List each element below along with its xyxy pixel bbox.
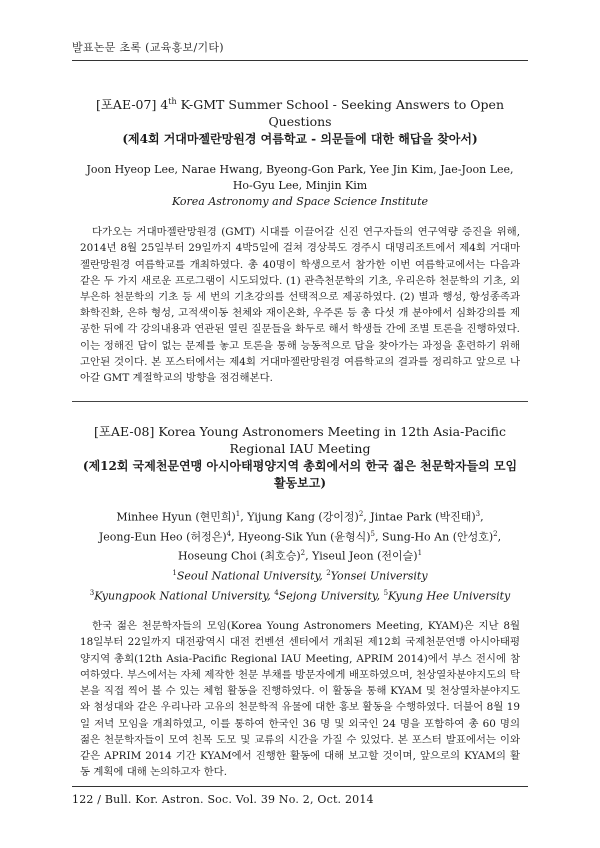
title-text-a: 4	[160, 97, 169, 113]
author-name: Jintae Park (박진태)	[370, 510, 476, 524]
author-line: Hoseung Choi (최호승)$^2$, Yiseul Jeon (전이슬)$^1$	[177, 549, 423, 563]
affil-sup: 4	[274, 588, 279, 597]
affil-sup: 5	[383, 588, 389, 597]
affil-name: Yonsei University	[330, 569, 428, 583]
abstract-divider	[72, 401, 528, 402]
abstract-ae08	[80, 423, 520, 780]
page-footer: 122 / Bull. Kor. Astron. Soc. Vol. 39 No. 2, Oct. 2014	[72, 793, 374, 806]
author-list	[80, 506, 520, 565]
author-sup: 2	[300, 549, 306, 558]
header-divider	[72, 60, 528, 61]
author-name: Minhee Hyun (현민희)	[116, 510, 236, 524]
author-sup: 3	[475, 510, 481, 518]
affil-name: Sejong University	[278, 589, 377, 603]
abstract-body: 한국 젊은 천문학자들의 모임(Korea Young Astronomers Meeting, KYAM)은 지난 8월 18일부터 22일까지 대전광역시 대전 컨벤션 센터에서 개최된 제12회 국제천문연맹 아시아태평양지역 총회(12th Asia-Pacific Regional IAU Meeting, APRIM 2014)에서 부스 전시에 참여하였다. 부스에서는 자체 제작한 천문 부채를 방문자에게 배포하였으며, 천상열차분야지도의 탁본을 직접 찍어 볼 수 있는 체험 활동을 진행하였다. 이 활동을 통해 KYAM 및 천상열차분야지도와 첨성대와 같은 우리나라 고유의 천문학적 유물에 대한 홍보 활동을 수행하였다. 더불어 8월 19일 저녁 모임을 개최하였고, 이를 통하여 한국인 36 명 및 외국인 24 명을 포함하여 총 60 명의 젊은 천문학자들이 모여 친목 도모 및 교류의 시간을 가질 수 있었다. 본 포스터 발표에서는 이와 같은 APRIM 2014 기간 KYAM에서 진행한 활동에 대해 보고할 것이며, 앞으로의 KYAM의 활동 계획에 대해 논의하고자 한다.	[80, 620, 520, 779]
author-name: Sung-Ho An (안성호)	[382, 530, 494, 544]
title-text: Korea Young Astronomers Meeting in 12th Asia-Pacific Regional IAU Meeting	[158, 424, 506, 456]
author-line: Joon Hyeop Lee, Narae Hwang, Byeong-Gon Park, Yee Jin Kim, Jae-Joon Lee,	[86, 163, 514, 177]
title-superscript: th	[168, 97, 177, 106]
author-sup: 5	[370, 529, 375, 538]
affil-name: Kyung Hee University	[388, 589, 511, 603]
author-line: Minhee Hyun (현민희)$^1$, Yijung Kang (강이정)$^2$, Jintae Park (박진태)$^3$,	[116, 510, 484, 524]
abstract-title-en	[80, 93, 520, 130]
abstract-ae07	[80, 93, 520, 386]
abstract-code: [포AE-08]	[94, 424, 155, 439]
title-text-b: K-GMT Summer School - Seeking Answers to Open Questions	[176, 97, 504, 130]
affiliation: Korea Astronomy and Space Science Institute	[171, 195, 428, 209]
abstract-title-en	[80, 423, 520, 457]
author-name: Yiseul Jeon (전이슬)	[312, 549, 418, 563]
author-sup: 1	[417, 549, 423, 558]
footer-divider	[72, 786, 528, 787]
author-name: Jeong-Eun Heo (허정은)	[98, 530, 227, 544]
affil-sup: 2	[326, 568, 331, 577]
affil-sup: 1	[172, 568, 177, 577]
author-name: Hoseung Choi (최호승)	[177, 549, 301, 563]
author-list	[80, 162, 520, 194]
running-head: 발표논문 초록 (교육홍보/기타)	[72, 41, 224, 54]
affiliation: $^3$Kyungpook National University, $^4$Sejong University, $^5$Kyung Hee University	[89, 588, 511, 603]
author-name: Hyeong-Sik Yun (윤형식)	[238, 530, 371, 544]
author-line: Ho-Gyu Lee, Minjin Kim	[232, 179, 368, 193]
author-sup: 4	[226, 529, 232, 538]
affil-name: Kyungpook National University	[94, 589, 268, 603]
affil-name: Seoul National University	[176, 569, 320, 583]
author-name: Yijung Kang (강이정)	[247, 510, 359, 524]
author-sup: 1	[235, 510, 241, 518]
author-sup: 2	[358, 510, 364, 518]
abstract-code: [포AE-07]	[95, 97, 157, 113]
author-sup: 2	[493, 529, 498, 538]
abstract-title-ko: (제12회 국제천문연맹 아시아태평양지역 총회에서의 한국 젊은 천문학자들의 모임 활동보고)	[82, 459, 518, 490]
abstract-title-ko: (제4회 거대마젤란망원경 여름학교 - 의문들에 대한 해답을 찾아서)	[122, 132, 478, 147]
affil-sup: 3	[89, 588, 95, 597]
affiliation: $^1$Seoul National University, $^2$Yonsei University	[172, 568, 428, 583]
abstract-body: 다가오는 거대마젤란망원경 (GMT) 시대를 이끌어갈 신진 연구자들의 연구역량 증진을 위해, 2014년 8월 25일부터 29일까지 4박5일에 걸쳐 경상북도 경주시 대명리조트에서 제4회 거대마젤란망원경 여름학교를 개최하였다. 총 40명이 학생으로서 참가한 이번 여름학교에서는 다음과 같은 두 가지 새로운 프로그램이 시도되었다. (1) 관측천문학의 기초, 우리은하 천문학의 기초, 외부은하 천문학의 기초 등 세 번의 기초강의를 선택적으로 제공하였다. (2) 별과 행성, 항성종족과 화학진화, 은하 형성, 고적색이동 천체와 재이온화, 우주론 등 총 다섯 개 분야에서 심화강의를 제공한 뒤에 각 강의내용과 연관된 열린 질문들을 화두로 해서 학생들 간에 조별 토론을 진행하였다. 이는 정해진 답이 없는 문제를 놓고 토론을 통해 능동적으로 답을 찾아가는 과정을 훈련하기 위해 고안된 것이다. 본 포스터에서는 제4회 거대마젤란망원경 여름학교의 결과를 정리하고 앞으로 나아갈 GMT 계절학교의 방향을 점검해본다.	[80, 226, 520, 384]
author-line: Jeong-Eun Heo (허정은)$^4$, Hyeong-Sik Yun (윤형식)$^5$, Sung-Ho An (안성호)$^2$,	[98, 529, 502, 544]
